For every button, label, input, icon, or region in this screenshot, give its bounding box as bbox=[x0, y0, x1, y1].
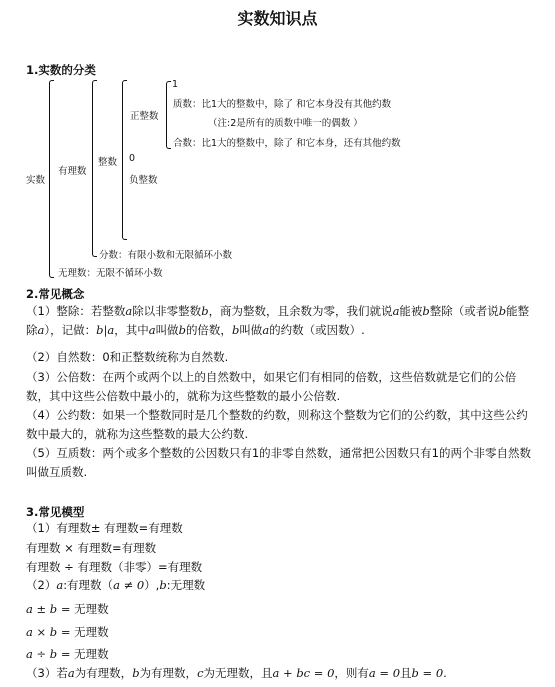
text: 的倍数， bbox=[185, 323, 232, 337]
text: ，商为整数，且余数为零，我们就说 bbox=[208, 304, 393, 318]
expression: a ± b = bbox=[26, 602, 71, 616]
real-number-label: 实数 bbox=[26, 175, 46, 186]
text: 叫做 bbox=[239, 323, 263, 337]
rational-label: 有理数 bbox=[58, 166, 87, 177]
concept-common-multiple: （3）公倍数：在两个或两个以上的自然数中，如果它们有相同的倍数，这些倍数就是它们的公倍数，其中这些公倍数中最小的，就称为这些整数的最小公倍数. bbox=[26, 370, 517, 403]
positive-integer-label: 正整数 bbox=[130, 111, 159, 122]
var-b: b bbox=[178, 323, 186, 337]
positive-integer-brace bbox=[166, 81, 171, 149]
text: 为无理数，且 bbox=[203, 666, 273, 680]
concept-divisibility bbox=[26, 302, 531, 340]
var-a: a bbox=[392, 304, 400, 318]
prime-note: （注:2是所有的质数中唯一的偶数 ） bbox=[208, 118, 363, 129]
model-product-result bbox=[26, 623, 109, 642]
text: ），记做： bbox=[44, 323, 97, 337]
equation: a + bc = 0 bbox=[272, 666, 335, 680]
negative-integer-label: 负整数 bbox=[129, 175, 158, 186]
rational-brace bbox=[92, 80, 97, 257]
section2-heading: 2.常见概念 bbox=[26, 287, 85, 301]
var-b: b bbox=[231, 323, 240, 337]
model-definitions bbox=[26, 576, 205, 595]
var-b: b bbox=[132, 666, 140, 680]
result: 无理数 bbox=[74, 602, 109, 616]
var-a: a bbox=[148, 323, 156, 337]
var-b: b bbox=[498, 304, 507, 318]
var-a: a bbox=[125, 304, 133, 318]
model-sum-result bbox=[26, 600, 109, 619]
text: 为有理数， bbox=[139, 666, 198, 680]
text: ）, bbox=[144, 578, 160, 592]
text: 整除（或者说 bbox=[429, 304, 499, 318]
text: :有理数（ bbox=[63, 578, 114, 592]
divides-notation: b|a bbox=[96, 323, 115, 337]
equation: a = 0 bbox=[368, 666, 401, 680]
zero-label: 0 bbox=[129, 153, 136, 164]
text: 除以非零整数 bbox=[132, 304, 202, 318]
var-a: a bbox=[262, 323, 270, 337]
var-a: a bbox=[67, 666, 75, 680]
text: 叫做 bbox=[155, 323, 179, 337]
text: （1）整除：若整数 bbox=[26, 304, 126, 318]
text: ，则有 bbox=[334, 666, 369, 680]
condition: a ≠ 0 bbox=[113, 578, 145, 592]
text: :无理数 bbox=[166, 578, 206, 592]
fraction-definition: 分数：有限小数和无限循环小数 bbox=[99, 250, 233, 261]
text: （3）若 bbox=[26, 666, 68, 680]
real-number-brace bbox=[49, 80, 54, 278]
integer-label: 整数 bbox=[98, 157, 118, 168]
text: 为有理数， bbox=[74, 666, 133, 680]
irrational-definition: 无理数：无限不循环小数 bbox=[58, 268, 163, 279]
model-add-subtract: （1）有理数± 有理数=有理数 bbox=[26, 521, 183, 535]
var-b: b bbox=[201, 304, 209, 318]
section3-heading: 3.常见模型 bbox=[26, 505, 85, 519]
expression: a ÷ b = bbox=[26, 647, 71, 661]
var-c: c bbox=[197, 666, 204, 680]
one-label: 1 bbox=[172, 79, 179, 90]
var-b: b bbox=[159, 578, 167, 592]
text: 能被 bbox=[399, 304, 423, 318]
model-multiply: 有理数 × 有理数=有理数 bbox=[26, 541, 157, 555]
concept-common-divisor: （4）公约数：如果一个整数同时是几个整数的约数，则称这个整数为它们的公约数，其中这些公约数中最大的，就称为这些整数的最大公约数. bbox=[26, 408, 528, 441]
expression: a × b = bbox=[26, 625, 71, 639]
concept-natural-number: （2）自然数：0和正整数统称为自然数. bbox=[26, 350, 229, 364]
model-divide: 有理数 ÷ 有理数（非零）=有理数 bbox=[26, 560, 203, 574]
concept-coprime: （5）互质数：两个或多个整数的公因数只有1的非零自然数，通常把公因数只有1的两个非零自然数叫做互质数. bbox=[26, 446, 531, 479]
equation: b = 0 bbox=[411, 666, 444, 680]
result: 无理数 bbox=[74, 625, 109, 639]
var-a: a bbox=[37, 323, 45, 337]
text: 且 bbox=[400, 666, 412, 680]
text: 能整除 bbox=[26, 304, 530, 337]
model-zero-condition bbox=[26, 664, 447, 683]
result: 无理数 bbox=[74, 647, 109, 661]
prime-definition: 质数：比1大的整数中，除了 和它本身没有其他约数 bbox=[173, 99, 392, 110]
var-a: a bbox=[56, 578, 64, 592]
section1-heading: 1.实数的分类 bbox=[26, 63, 96, 77]
page-title: 实数知识点 bbox=[237, 9, 318, 28]
text: . bbox=[443, 666, 447, 680]
text: （2） bbox=[26, 578, 57, 592]
text: ，其中 bbox=[114, 323, 149, 337]
var-b: b bbox=[422, 304, 430, 318]
model-quotient-result bbox=[26, 645, 109, 664]
text: 的约数（或因数）. bbox=[269, 323, 365, 337]
integer-brace bbox=[122, 80, 127, 240]
composite-definition: 合数：比1大的整数中，除了 和它本身，还有其他约数 bbox=[173, 138, 401, 149]
